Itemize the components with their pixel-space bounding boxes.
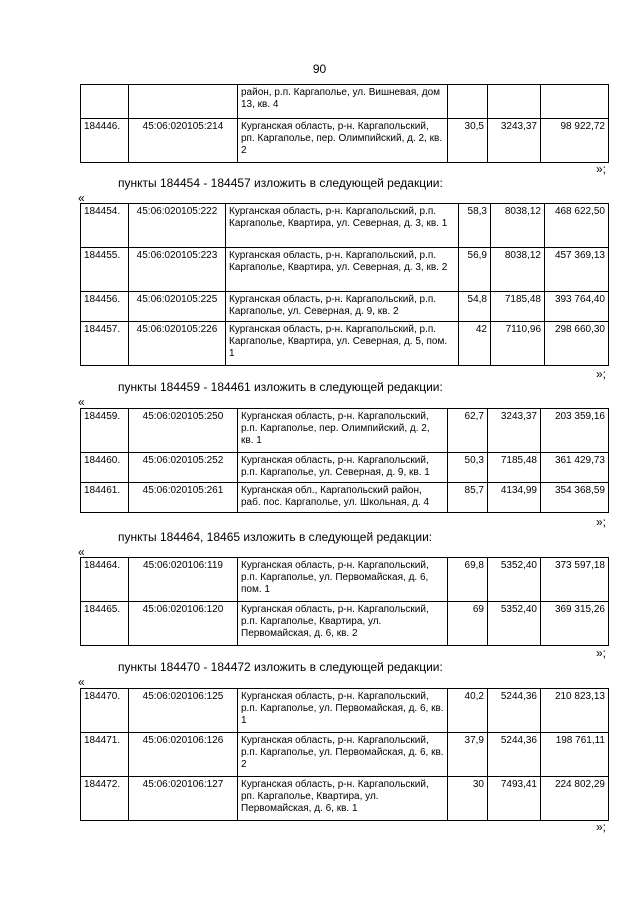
register-table [80,688,609,821]
table-row [81,733,609,777]
cadastral-number-cell: 45:06:020106:120 [129,602,238,646]
unit-price-cell: 5244,36 [488,689,541,733]
total-cost-cell: 354 368,59 [541,483,609,513]
register-table [80,408,609,513]
area-cell: 58,3 [459,204,491,248]
cadastral-number-cell: 45:06:020106:119 [129,558,238,602]
total-cost-cell: 457 369,13 [545,248,609,292]
row-number-cell: 184446. [81,119,129,163]
total-cost-cell: 468 622,50 [545,204,609,248]
total-cost-cell: 98 922,72 [541,119,609,163]
close-quote: »; [596,162,607,176]
close-quote: »; [596,367,607,381]
unit-price-cell: 5352,40 [488,558,541,602]
total-cost-cell: 224 802,29 [541,777,609,821]
table-row [81,292,609,322]
table-row [81,409,609,453]
open-quote: « [78,395,85,409]
cadastral-number-cell: 45:06:020105:214 [129,119,238,163]
section-intro: пункты 184464, 18465 изложить в следующей редакции: [118,530,433,544]
area-cell: 37,9 [448,733,488,777]
cadastral-number-cell: 45:06:020105:225 [129,292,226,322]
area-cell: 56,9 [459,248,491,292]
address-cell: Курганская область, р-н. Каргапольский, р.п. Каргаполье, ул. Первомайская, д. 6, кв. 2 [238,733,448,777]
unit-price-cell: 5244,36 [488,733,541,777]
close-quote: »; [596,646,607,660]
unit-price-cell: 3243,37 [488,409,541,453]
section-intro: пункты 184459 - 184461 изложить в следующей редакции: [118,380,443,394]
total-cost-cell [541,85,609,119]
total-cost-cell: 393 764,40 [545,292,609,322]
open-quote: « [78,191,85,205]
address-cell: Курганская обл., Каргапольский район, раб. пос. Каргаполье, ул. Школьная, д. 4 [238,483,448,513]
address-cell: Курганская область, р-н. Каргапольский, р.п. Каргаполье, ул. Первомайская, д. 6, пом. 1 [238,558,448,602]
cadastral-number-cell: 45:06:020105:261 [129,483,238,513]
area-cell: 62,7 [448,409,488,453]
total-cost-cell: 361 429,73 [541,453,609,483]
table-row [81,777,609,821]
register-table [80,557,609,646]
address-cell: Курганская область, р-н. Каргапольский, рп. Каргаполье, пер. Олимпийский, д. 2, кв. 2 [238,119,448,163]
area-cell: 30 [448,777,488,821]
address-cell: Курганская область, р-н. Каргапольский, р.п. Каргаполье, Квартира, ул. Северная, д. 3, кв. 1 [226,204,459,248]
table-row [81,204,609,248]
address-cell: район, р.п. Каргаполье, ул. Вишневая, дом 13, кв. 4 [238,85,448,119]
row-number-cell: 184455. [81,248,129,292]
address-cell: Курганская область, р-н. Каргапольский, р.п. Каргаполье, Квартира, ул. Первомайская, д. 6, кв. 2 [238,602,448,646]
address-cell: Курганская область, р-н. Каргапольский, р.п. Каргаполье, Квартира, ул. Северная, д. 5, пом. 1 [226,322,459,366]
row-number-cell [81,85,129,119]
unit-price-cell: 8038,12 [491,248,545,292]
address-cell: Курганская область, р-н. Каргапольский, р.п. Каргаполье, ул. Северная, д. 9, кв. 1 [238,453,448,483]
row-number-cell: 184472. [81,777,129,821]
area-cell: 42 [459,322,491,366]
area-cell: 50,3 [448,453,488,483]
total-cost-cell: 373 597,18 [541,558,609,602]
total-cost-cell: 298 660,30 [545,322,609,366]
cadastral-number-cell: 45:06:020105:252 [129,453,238,483]
area-cell: 85,7 [448,483,488,513]
section-intro: пункты 184454 - 184457 изложить в следующей редакции: [118,176,443,190]
cadastral-number-cell: 45:06:020106:127 [129,777,238,821]
open-quote: « [78,675,85,689]
total-cost-cell: 210 823,13 [541,689,609,733]
section-intro: пункты 184470 - 184472 изложить в следующей редакции: [118,660,443,674]
cadastral-number-cell: 45:06:020106:126 [129,733,238,777]
cadastral-number-cell: 45:06:020105:223 [129,248,226,292]
unit-price-cell: 8038,12 [491,204,545,248]
register-table [80,84,609,163]
row-number-cell: 184464. [81,558,129,602]
area-cell: 40,2 [448,689,488,733]
page-number: 90 [312,62,327,76]
open-quote: « [78,545,85,559]
row-number-cell: 184456. [81,292,129,322]
table-row [81,483,609,513]
address-cell: Курганская область, р-н. Каргапольский, р.п. Каргаполье, Квартира, ул. Северная, д. 3, кв. 2 [226,248,459,292]
unit-price-cell [488,85,541,119]
address-cell: Курганская область, р-н. Каргапольский, р.п. Каргаполье, ул. Северная, д. 9, кв. 2 [226,292,459,322]
area-cell: 54,8 [459,292,491,322]
close-quote: »; [596,515,607,529]
table-row [81,453,609,483]
cadastral-number-cell: 45:06:020105:222 [129,204,226,248]
area-cell: 69 [448,602,488,646]
total-cost-cell: 369 315,26 [541,602,609,646]
table-row [81,602,609,646]
table-row [81,85,609,119]
unit-price-cell: 7185,48 [491,292,545,322]
row-number-cell: 184460. [81,453,129,483]
address-cell: Курганская область, р-н. Каргапольский, рп. Каргаполье, Квартира, ул. Первомайская, д. 6, кв. 1 [238,777,448,821]
unit-price-cell: 7185,48 [488,453,541,483]
unit-price-cell: 5352,40 [488,602,541,646]
area-cell: 69,8 [448,558,488,602]
table-row [81,248,609,292]
total-cost-cell: 198 761,11 [541,733,609,777]
register-table [80,203,609,366]
row-number-cell: 184471. [81,733,129,777]
total-cost-cell: 203 359,16 [541,409,609,453]
close-quote: »; [596,820,607,834]
table-row [81,322,609,366]
row-number-cell: 184454. [81,204,129,248]
unit-price-cell: 7110,96 [491,322,545,366]
row-number-cell: 184457. [81,322,129,366]
cadastral-number-cell [129,85,238,119]
unit-price-cell: 3243,37 [488,119,541,163]
row-number-cell: 184470. [81,689,129,733]
cadastral-number-cell: 45:06:020106:125 [129,689,238,733]
table-row [81,119,609,163]
address-cell: Курганская область, р-н. Каргапольский, р.п. Каргаполье, ул. Первомайская, д. 6, кв. 1 [238,689,448,733]
cadastral-number-cell: 45:06:020105:226 [129,322,226,366]
table-row [81,689,609,733]
unit-price-cell: 7493,41 [488,777,541,821]
unit-price-cell: 4134,99 [488,483,541,513]
area-cell [448,85,488,119]
address-cell: Курганская область, р-н. Каргапольский, р.п. Каргаполье, пер. Олимпийский, д. 2, кв. 1 [238,409,448,453]
cadastral-number-cell: 45:06:020105:250 [129,409,238,453]
table-row [81,558,609,602]
row-number-cell: 184459. [81,409,129,453]
row-number-cell: 184465. [81,602,129,646]
row-number-cell: 184461. [81,483,129,513]
area-cell: 30,5 [448,119,488,163]
